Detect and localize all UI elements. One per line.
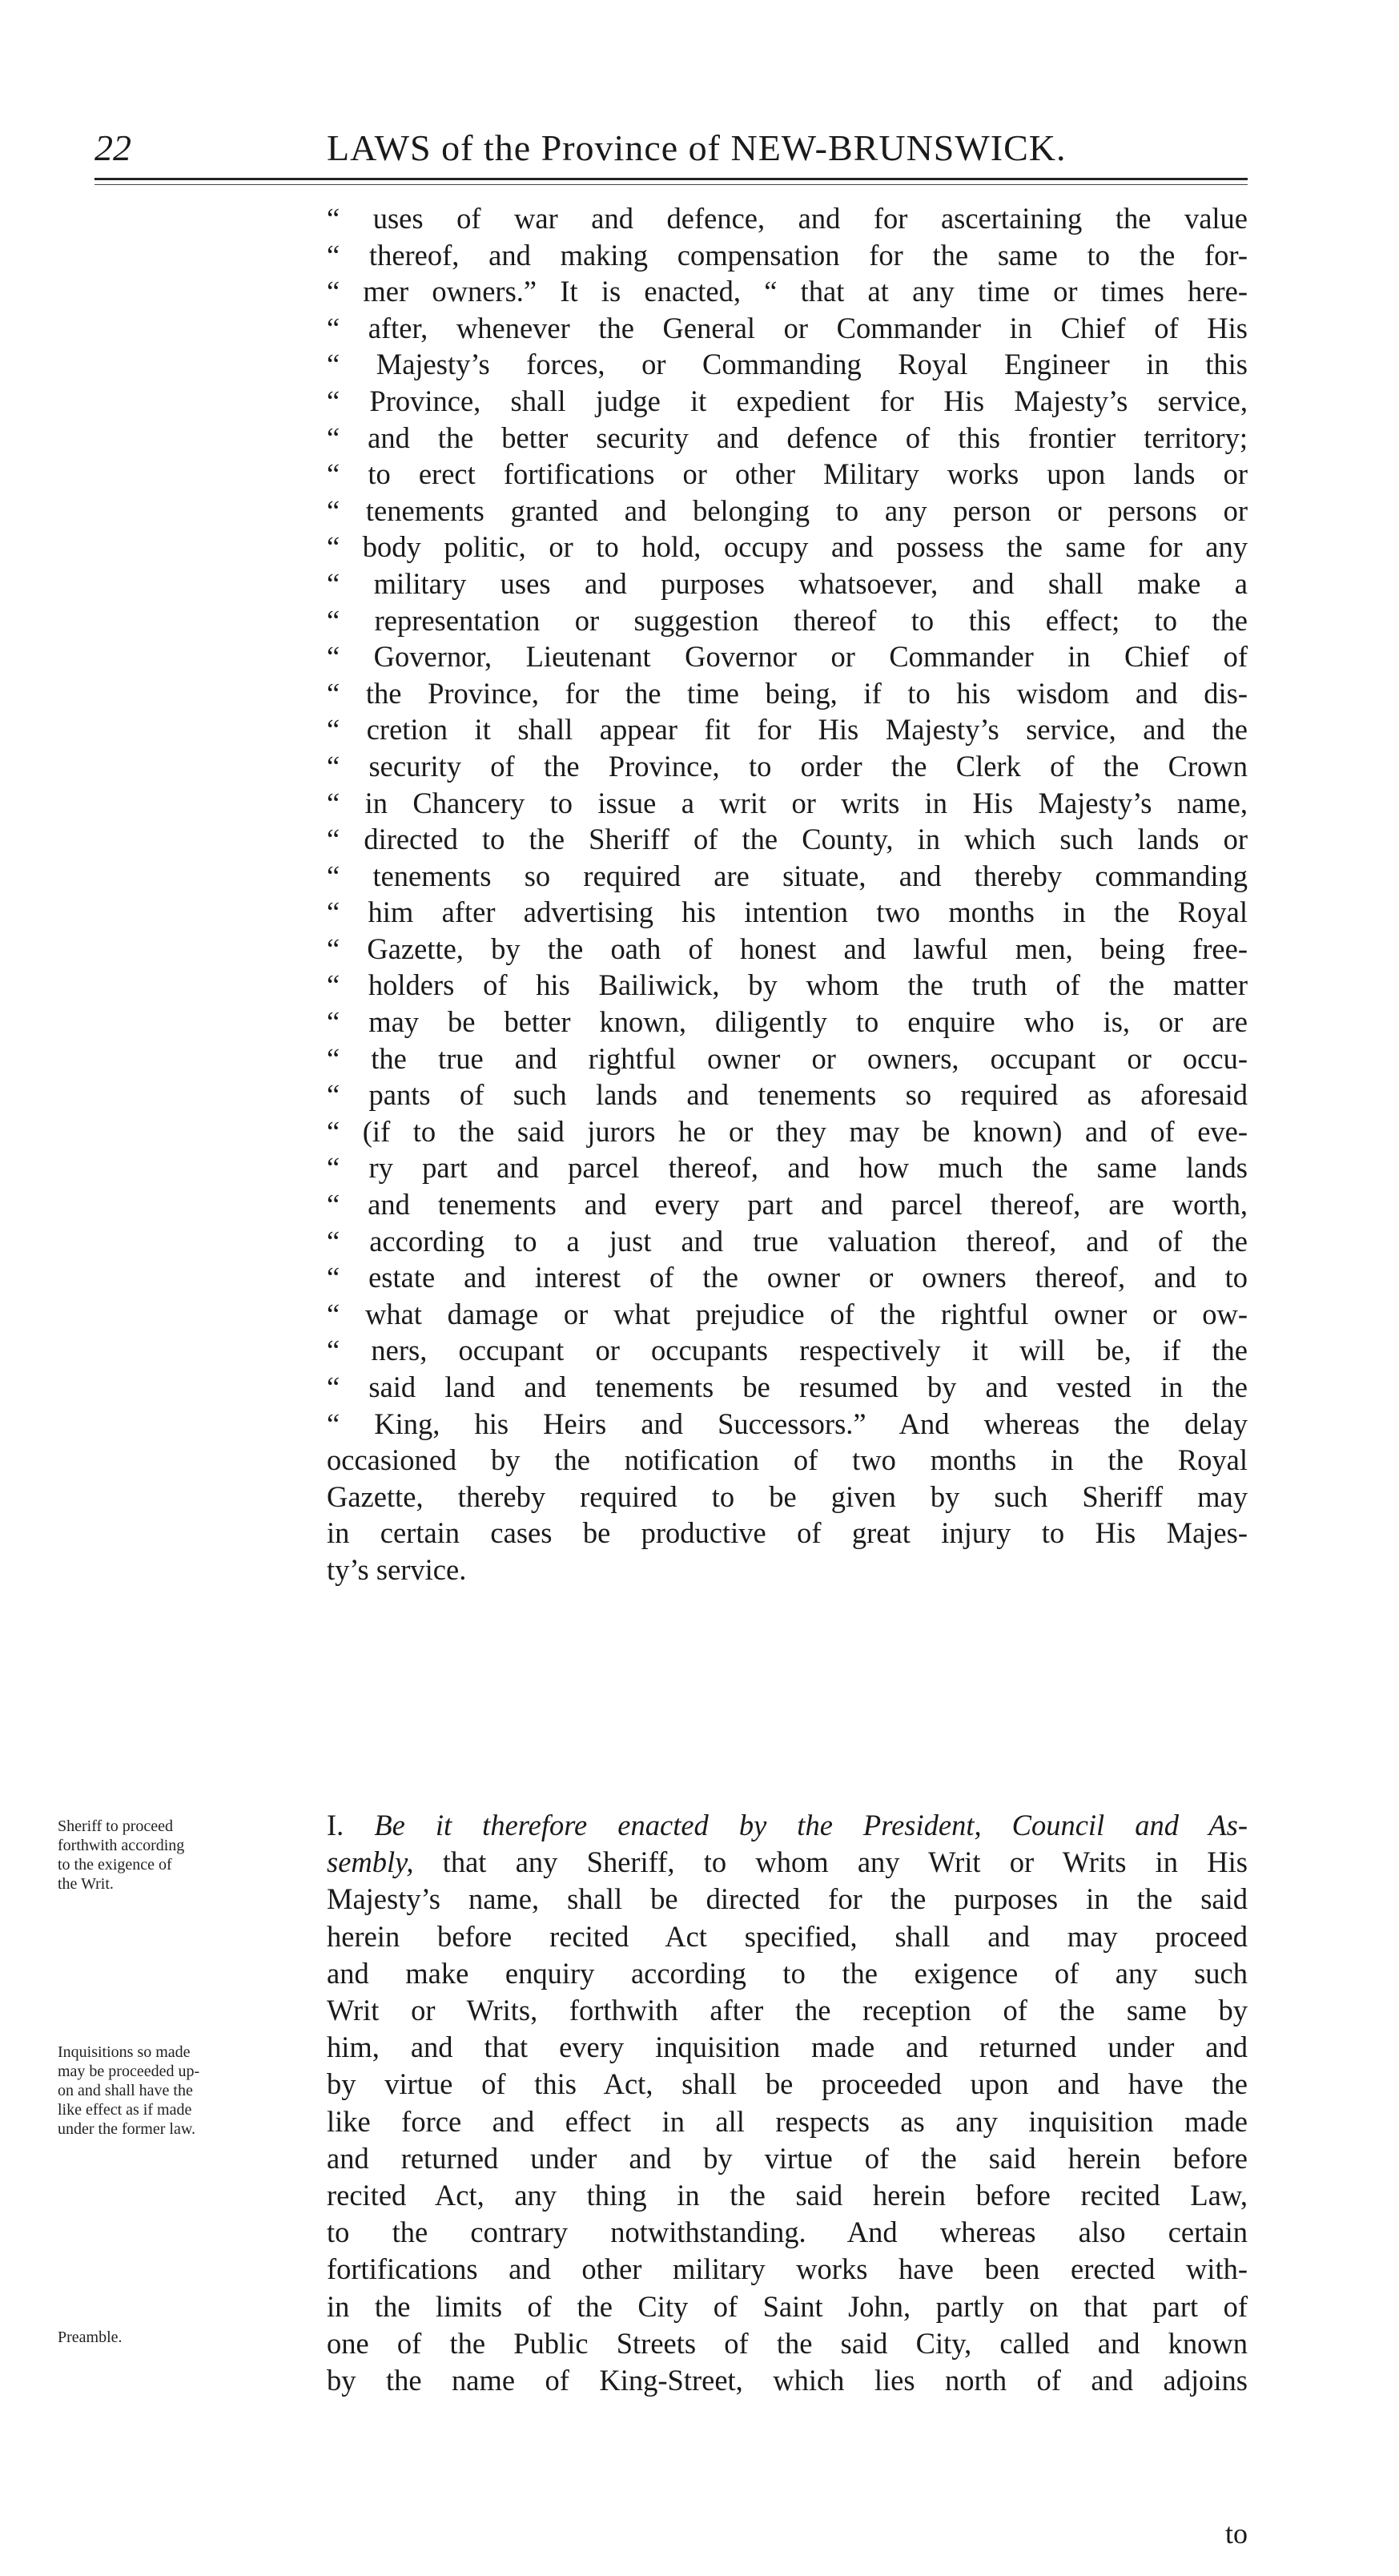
text-line: “ Governor, Lieutenant Governor or Commander in Chief of: [327, 640, 1248, 674]
text-line: “ and the better security and defence of this frontier territory;: [327, 421, 1248, 454]
section-line: and make enquiry according to the exigence of any such: [327, 1956, 1248, 1990]
text-line: “ tenements so required are situate, and thereby commanding: [327, 859, 1248, 892]
section-line: herein before recited Act specified, shall and may proceed: [327, 1919, 1248, 1953]
section-one: [327, 1807, 1248, 2399]
section-one-first-line: [327, 1807, 1248, 1844]
section-line: fortifications and other military works have been erected with-: [327, 2252, 1248, 2286]
marginal-note-line: the Writ.: [58, 1875, 114, 1893]
header-rule: [94, 178, 1248, 180]
preamble-continuation: [327, 1442, 1248, 1588]
catchword: to: [1224, 2518, 1248, 2550]
text-line: “ estate and interest of the owner or owners thereof, and to: [327, 1261, 1248, 1294]
marginal-note-line: Preamble.: [58, 2328, 123, 2346]
marginal-note-line: like effect as if made: [58, 2101, 192, 2119]
text-line: “ Majesty’s forces, or Commanding Royal Engineer in this: [327, 348, 1248, 381]
section-line: and returned under and by virtue of the said herein before: [327, 2141, 1248, 2175]
text-line: “ ry part and parcel thereof, and how much the same lands: [327, 1151, 1248, 1185]
text-line: “ according to a just and true valuation thereof, and of the: [327, 1224, 1248, 1258]
marginal-note-line: may be proceeded up-: [58, 2063, 200, 2080]
text-line: “ ners, occupant or occupants respectively it will be, if the: [327, 1334, 1248, 1367]
text-line: “ and tenements and every part and parcel thereof, are worth,: [327, 1188, 1248, 1222]
enacting-clause-end: sembly,: [327, 1845, 414, 1879]
section-line: him, and that every inquisition made and returned under and: [327, 2031, 1248, 2064]
text-line: “ him after advertising his intention two months in the Royal: [327, 896, 1248, 929]
section-line: by virtue of this Act, shall be proceeded upon and have the: [327, 2067, 1248, 2101]
text-line: “ thereof, and making compensation for the same to the for-: [327, 238, 1248, 272]
text-line: “ may be better known, diligently to enquire who is, or are: [327, 1005, 1248, 1039]
text-line: “ uses of war and defence, and for ascertaining the value: [327, 202, 1248, 235]
text-line: “ pants of such lands and tenements so required as aforesaid: [327, 1078, 1248, 1112]
text-line: “ King, his Heirs and Successors.” And whereas the delay: [327, 1407, 1248, 1440]
section-numeral: I.: [327, 1809, 344, 1841]
section-line: to the contrary notwithstanding. And whereas also certain: [327, 2216, 1248, 2249]
text-line: “ holders of his Bailiwick, by whom the truth of the matter: [327, 968, 1248, 1002]
text-line: Gazette, thereby required to be given by such Sheriff may: [327, 1479, 1248, 1513]
section-line: recited Act, any thing in the said herein before recited Law,: [327, 2179, 1248, 2212]
text-line: ty’s service.: [327, 1552, 467, 1586]
page-header: [94, 127, 1248, 168]
section-line: Writ or Writs, forthwith after the reception of the same by: [327, 1994, 1248, 2027]
text-line: in certain cases be productive of great injury to His Majes-: [327, 1516, 1248, 1550]
enacting-clause: Be it therefore enacted by the President, Council and As-: [374, 1809, 1248, 1841]
section-line: in the limits of the City of Saint John, partly on that part of: [327, 2289, 1248, 2323]
main-text-block: [327, 200, 1248, 1588]
text-line: “ after, whenever the General or Commander in Chief of His: [327, 311, 1248, 344]
marginal-note-line: Sheriff to proceed: [58, 1817, 174, 1835]
text-line: “ said land and tenements be resumed by and vested in the: [327, 1371, 1248, 1403]
text-line: “ directed to the Sheriff of the County, in which such lands or: [327, 823, 1248, 856]
quoted-recital: [327, 200, 1248, 1442]
marginal-note-sheriff: [58, 1817, 330, 1894]
text-line: “ the Province, for the time being, if to his wisdom and dis-: [327, 676, 1248, 710]
text-line: “ Gazette, by the oath of honest and lawful men, being free-: [327, 932, 1248, 965]
marginal-note-line: on and shall have the: [58, 2082, 193, 2099]
marginal-note-inquisitions: [58, 2043, 330, 2139]
section-one-body: [327, 1881, 1248, 2399]
text-line: “ mer owners.” It is enacted, “ that at any time or times here-: [327, 275, 1248, 308]
marginal-note-line: under the former law.: [58, 2120, 195, 2138]
text-line: “ Province, shall judge it expedient for His Majesty’s service,: [327, 384, 1248, 417]
section-line: one of the Public Streets of the said City, called and known: [327, 2326, 1248, 2360]
header-rule-thin: [94, 184, 1248, 185]
section-line: by the name of King-Street, which lies north of and adjoins: [327, 2364, 1248, 2397]
marginal-note-line: forthwith according: [58, 1837, 185, 1854]
text-line: “ body politic, or to hold, occupy and possess the same for any: [327, 530, 1248, 564]
text-line: “ the true and rightful owner or owners, occupant or occu-: [327, 1041, 1248, 1075]
marginal-note-line: Inquisitions so made: [58, 2043, 191, 2061]
text-line: “ representation or suggestion thereof to this effect; to the: [327, 603, 1248, 637]
marginal-note-preamble: [58, 2328, 330, 2347]
text-line: “ (if to the said jurors he or they may be known) and of eve-: [327, 1114, 1248, 1148]
text-line: “ security of the Province, to order the Clerk of the Crown: [327, 749, 1248, 783]
page-number: 22: [94, 127, 131, 168]
section-line: like force and effect in all respects as any inquisition made: [327, 2104, 1248, 2138]
section-one-second-line: [327, 1844, 1248, 1881]
running-title: LAWS of the Province of NEW-BRUNSWICK.: [327, 127, 1067, 168]
section-line: Majesty’s name, shall be directed for the purposes in the said: [327, 1882, 1248, 1916]
text-line: occasioned by the notification of two months in the Royal: [327, 1443, 1248, 1477]
text-line: “ tenements granted and belonging to any person or persons or: [327, 493, 1248, 527]
text-line: “ military uses and purposes whatsoever, and shall make a: [327, 566, 1248, 600]
text-line: “ to erect fortifications or other Military works upon lands or: [327, 457, 1248, 491]
marginal-note-line: to the exigence of: [58, 1856, 172, 1874]
text-line: “ cretion it shall appear fit for His Majesty’s service, and the: [327, 713, 1248, 747]
section-line: that any Sheriff, to whom any Writ or Writs in His: [442, 1845, 1248, 1879]
text-line: “ in Chancery to issue a writ or writs in His Majesty’s name,: [327, 786, 1248, 819]
text-line: “ what damage or what prejudice of the rightful owner or ow-: [327, 1297, 1248, 1330]
